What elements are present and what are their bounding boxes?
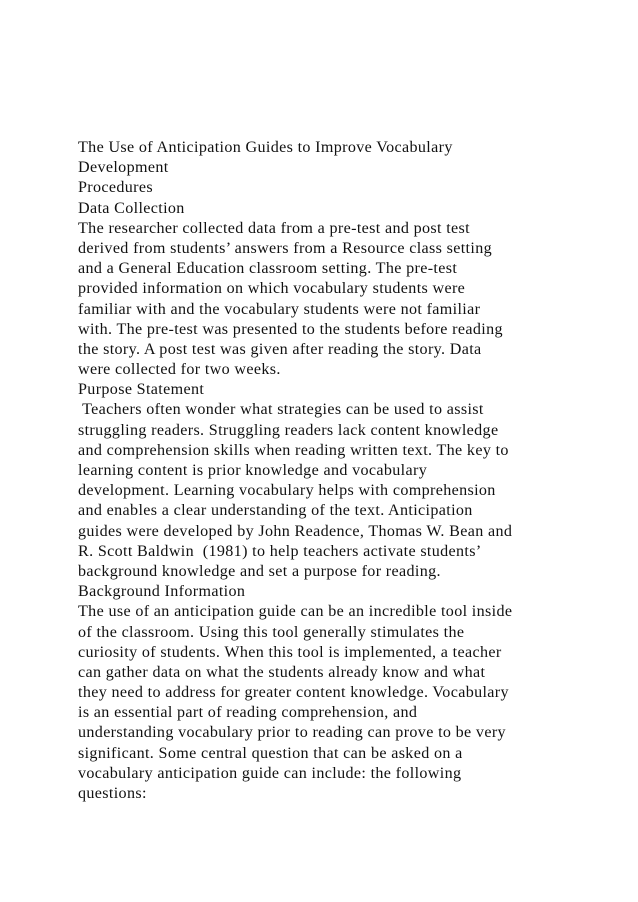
paragraph-line: The use of an anticipation guide can be an incredible tool inside [78, 603, 513, 621]
paragraph-line: The researcher collected data from a pre-test and post test [78, 219, 470, 237]
document-title-line-2: Development [78, 159, 169, 177]
paragraph-line: of the classroom. Using this tool generally stimulates the [78, 623, 465, 641]
paragraph-line: struggling readers. Struggling readers lack content knowledge [78, 421, 499, 439]
section-heading-data-collection: Data Collection [78, 199, 185, 217]
section-heading-purpose-statement: Purpose Statement [78, 381, 205, 399]
paragraph-line: is an essential part of reading comprehension, and [78, 704, 418, 722]
paragraph-line: provided information on which vocabulary students were [78, 280, 466, 298]
document-title-line-1: The Use of Anticipation Guides to Improve Vocabulary [78, 139, 453, 156]
paragraph-line: with. The pre-test was presented to the students before reading [78, 320, 503, 338]
paragraph-line: Teachers often wonder what strategies can be used to assist [78, 401, 484, 419]
paragraph-line: questions: [78, 785, 147, 802]
paragraph-line: and comprehension skills when reading written text. The key to [78, 441, 509, 459]
paragraph-line: guides were developed by John Readence, Thomas W. Bean and [78, 522, 513, 540]
paragraph-line: development. Learning vocabulary helps with comprehension [78, 482, 496, 500]
paragraph-line: derived from students’ answers from a Resource class setting [78, 239, 492, 257]
section-heading-procedures: Procedures [78, 179, 154, 197]
paragraph-line: and enables a clear understanding of the text. Anticipation [78, 502, 473, 520]
paragraph-line: familiar with and the vocabulary students were not familiar [78, 300, 481, 318]
paragraph-line: curiosity of students. When this tool is implemented, a teacher [78, 643, 502, 661]
paragraph-line: R. Scott Baldwin (1981) to help teachers activate students’ [78, 542, 482, 560]
section-heading-background-information: Background Information [78, 583, 246, 601]
document-body [78, 138, 638, 804]
paragraph-line: they need to address for greater content knowledge. Vocabulary [78, 684, 509, 702]
paragraph-line: were collected for two weeks. [78, 361, 281, 379]
paragraph-line: learning content is prior knowledge and vocabulary [78, 462, 428, 479]
paragraph-line: and a General Education classroom setting. The pre-test [78, 260, 458, 278]
paragraph-line: can gather data on what the students already know and what [78, 663, 486, 681]
paragraph-line: significant. Some central question that can be asked on a [78, 744, 463, 762]
paragraph-line: background knowledge and set a purpose for reading. [78, 562, 441, 580]
paragraph-line: the story. A post test was given after reading the story. Data [78, 340, 482, 358]
paragraph-line: vocabulary anticipation guide can include: the following [78, 764, 462, 782]
paragraph-line: understanding vocabulary prior to reading can prove to be very [78, 724, 506, 742]
